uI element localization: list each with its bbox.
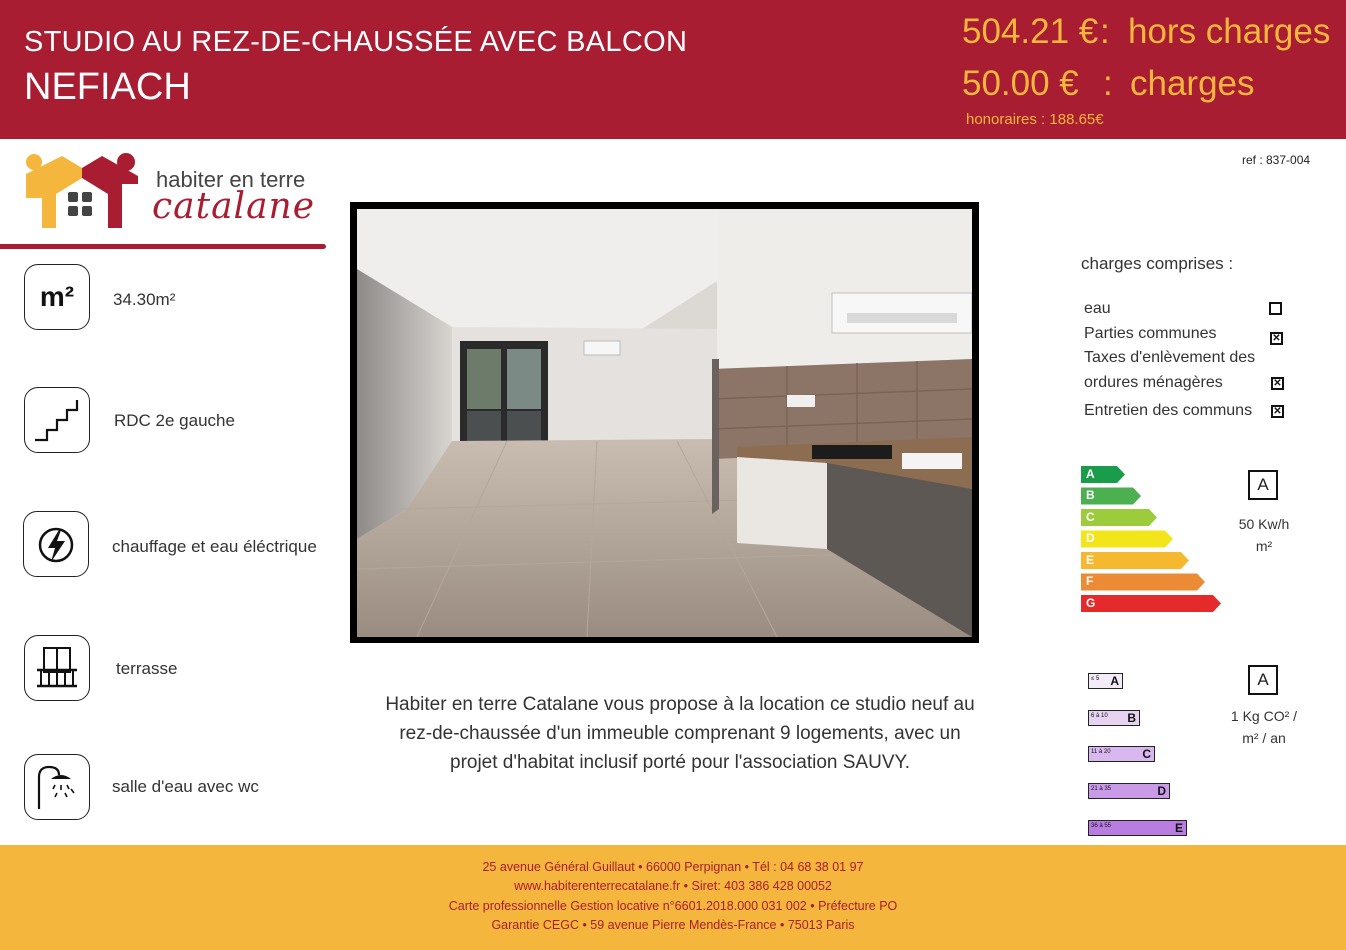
charge-item-label: eau (1084, 300, 1111, 317)
charge-item-label: Taxes d'enlèvement des (1084, 349, 1256, 366)
charge-item-label: ordures ménagères (1084, 374, 1223, 391)
footer-guarantee: Garantie CEGC • 59 avenue Pierre Mendès-France • 75013 Paris (491, 918, 855, 932)
ghg-bar-c (1088, 746, 1155, 762)
charges-included-title: charges comprises : (1081, 254, 1234, 273)
charge-item-label: Parties communes (1084, 325, 1217, 342)
ghg-range: 11 à 20 (1091, 749, 1111, 755)
energy-bar-g (1081, 595, 1221, 612)
footer-license: Carte professionnelle Gestion locative n°6601.2018.000 031 002 • Préfecture PO (448, 899, 898, 913)
ghg-bar-e (1088, 820, 1187, 836)
logo-icon (22, 150, 142, 232)
ghg-grade: A (1110, 674, 1119, 688)
shower-icon (24, 754, 90, 820)
listing-title: STUDIO AU REZ-DE-CHAUSSÉE AVEC BALCON (24, 26, 688, 58)
property-photo (357, 209, 972, 637)
energy-consumption (1226, 513, 1302, 557)
balcony-icon (24, 635, 90, 701)
energy-value-line2: m² (1255, 538, 1273, 554)
ghg-range: 6 à 10 (1091, 713, 1108, 719)
logo-text-top: habiter en terre (156, 167, 306, 192)
heating-value: chauffage et eau éléctrique (112, 537, 317, 556)
electricity-icon (23, 511, 89, 577)
ghg-grade: D (1157, 784, 1166, 798)
ghg-range: ≤ 5 (1091, 676, 1100, 682)
footer-address: 25 avenue Général Guillaut • 66000 Perpignan • Tél : 04 68 38 01 97 (482, 860, 864, 874)
footer-website: www.habiterenterrecatalane.fr • Siret: 403 386 428 00052 (514, 879, 832, 893)
reference-number: ref : 837-004 (1242, 153, 1311, 167)
charge-checkbox-checked: ✕ (1270, 332, 1283, 345)
ghg-bar-d (1088, 783, 1170, 799)
energy-grade-label: G (1086, 596, 1096, 610)
energy-bar-e (1081, 552, 1189, 569)
bathroom-value: salle d'eau avec wc (112, 777, 259, 796)
charge-checkbox (1269, 302, 1282, 315)
charge-checkbox-checked: ✕ (1271, 377, 1284, 390)
energy-value-line1: 50 Kw/h (1238, 516, 1290, 532)
ghg-bar-a (1088, 673, 1123, 689)
outdoor-value: terrasse (116, 659, 178, 678)
footer-banner (0, 845, 1346, 950)
ghg-grade: B (1127, 711, 1136, 725)
charge-checkbox-checked: ✕ (1271, 405, 1284, 418)
energy-grade-label: E (1086, 553, 1095, 567)
ghg-grade: E (1174, 821, 1183, 835)
stairs-icon (24, 387, 90, 453)
logo-divider (0, 244, 326, 249)
energy-grade-label: A (1086, 467, 1095, 481)
energy-grade-label: B (1086, 488, 1095, 502)
rent-amount: 504.21 € (962, 12, 1099, 51)
agency-fees: honoraires : 188.65€ (966, 111, 1104, 128)
energy-bar-f (1081, 574, 1205, 591)
ghg-value-line1: 1 Kg CO² / (1230, 708, 1298, 724)
energy-grade-label: D (1086, 531, 1095, 545)
rent-separator: : (1100, 12, 1110, 51)
ghg-range: 36 à 55 (1091, 823, 1112, 829)
logo-text-bottom: catalane (152, 186, 316, 227)
ghg-rating-badge: A (1248, 665, 1278, 695)
energy-rating-badge: A (1248, 470, 1278, 500)
energy-scale (1081, 465, 1226, 615)
energy-grade-label: F (1086, 574, 1094, 588)
floor-value: RDC 2e gauche (114, 411, 235, 430)
charges-separator: : (1103, 64, 1113, 103)
listing-description: Habiter en terre Catalane vous propose à la location ce studio neuf au rez-de-chaussée d'un immeuble comprenant 9 logements, avec un projet d'habitat inclusif porté pour l'association SAUVY. (385, 694, 975, 773)
area-icon: m² (24, 264, 90, 330)
energy-grade-label: C (1086, 510, 1095, 524)
rent-label: hors charges (1128, 12, 1331, 51)
ghg-bar-b (1088, 710, 1140, 726)
ghg-range: 21 à 35 (1091, 786, 1112, 792)
ghg-emission (1222, 705, 1306, 749)
charge-item-label: Entretien des communs (1084, 402, 1253, 419)
listing-city: NEFIACH (24, 66, 191, 108)
ghg-value-line2: m² / an (1242, 730, 1286, 746)
ghg-grade: C (1142, 747, 1151, 761)
charges-amount: 50.00 € (962, 64, 1079, 103)
charges-label: charges (1130, 64, 1255, 103)
area-value: 34.30m² (113, 290, 176, 309)
